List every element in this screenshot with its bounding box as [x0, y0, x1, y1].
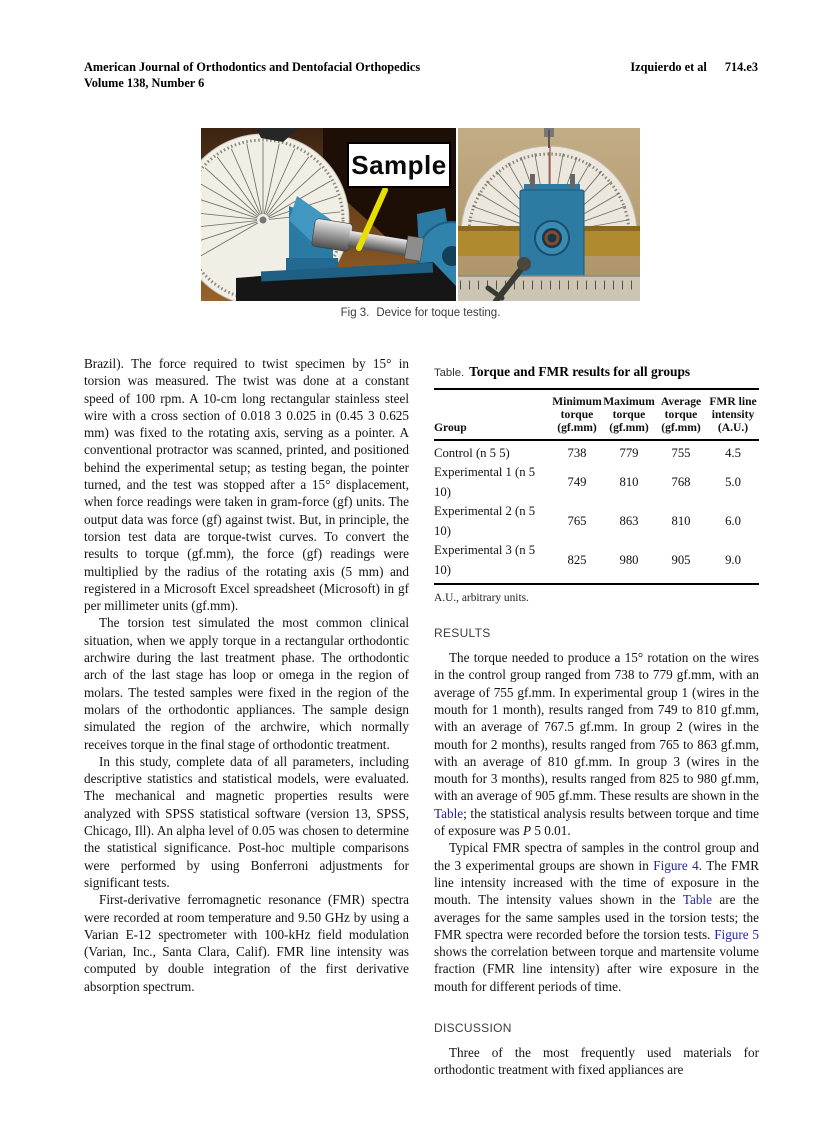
col-header-avg-torque: Average torque (gf.mm): [660, 395, 702, 435]
table-row: Experimental 1 (n 5 10) 749 810 768 5.0: [434, 465, 741, 499]
p-value-symbol: P: [523, 823, 532, 839]
discussion-heading: DISCUSSION: [434, 1021, 512, 1036]
paragraph-methods-3: In this study, complete data of all parameters, including descriptive statistics and statistical models, were evaluated. The mechanical and magnetic properties results were analyzed with SPSS statistical software (version 13, SPSS, Chicago, Ill). An alpha level of 0.05 was chosen to determine the statistical significance. Post-hoc multiple comparisons were performed by using Bonferroni adjustments for significant tests.: [84, 753, 409, 890]
left-column: [84, 355, 409, 1079]
table-row: Experimental 2 (n 5 10) 765 863 810 6.0: [434, 504, 741, 538]
text-run: are the averages for the same samples used in the torsion tests; the FMR spectra were recorded before the torsion tests.: [434, 892, 759, 942]
text-run: The torque needed to produce a 15° rotation on the wires in the control group ranged from 738 to 779 gf.mm, with an average of 755 gf.mm. In experimental group 1 (wires in the mouth for 1 month), results ranged from 749 to 810 gf.mm, with an average of 767.5 gf.mm. In group 2 (wires in the mouth for 2 months), results ranged from 765 to 863 gf.mm, with an average of 810 gf.mm. In group 3 (wires in the mouth for 3 months), results ranged from 825 to 980 gf.mm, with an average of 905 gf.mm. These results are shown in the: [434, 650, 759, 804]
paragraph-methods-2: The torsion test simulated the most common clinical situation, when we apply torque in a rectangular orthodontic archwire during the last treatment phase. The orthodontic arch of the last stage has loop or omega in the region of molars. The tested samples were fixed in the region of the molars of the orthodontic appliances. The sample design simulated the region of the archwire, which normally receives torque in the final stage of orthodontic treatment.: [84, 615, 409, 752]
running-head: [84, 60, 758, 91]
journal-title-block: [84, 60, 420, 91]
table-footnote: A.U., arbitrary units.: [434, 592, 529, 605]
text-run: Typical FMR spectra of samples in the control group and the 3 experimental groups are shown in: [434, 840, 759, 873]
discussion-paragraph-1: Three of the most frequently used materials for orthodontic treatment with fixed appliances are: [434, 1045, 759, 1078]
figure4-xref-link[interactable]: Figure 4: [653, 857, 699, 873]
torsion-device-photo-right: [458, 128, 640, 301]
protractor-device-illustration: [458, 128, 640, 301]
text-run: 5 0.01.: [531, 823, 571, 839]
right-column: [434, 355, 759, 1079]
torque-device-body: [514, 174, 590, 293]
page-number: 714.e3: [724, 60, 758, 74]
table-title: [434, 363, 759, 381]
table-title-text: Torque and FMR results for all groups: [469, 364, 691, 379]
text-run: shows the correlation between torque and martensite volume fraction (FMR line intensity) after wire exposure in the mouth for different periods of time.: [434, 944, 759, 994]
col-header-fmr-intensity: FMR line intensity (A.U.): [709, 395, 757, 435]
table-row: Control (n 5 5) 738 779 755 4.5: [434, 445, 741, 460]
results-paragraph-2: [434, 839, 759, 995]
torque-fmr-table: [434, 388, 759, 585]
col-header-min-torque: Minimum torque (gf.mm): [552, 395, 602, 435]
figure-3: [201, 128, 640, 301]
table-row: Experimental 3 (n 5 10) 825 980 905 9.0: [434, 543, 741, 577]
sample-callout-label: Sample: [347, 142, 451, 188]
author-page-block: [630, 60, 758, 91]
table-xref-link[interactable]: Table: [434, 805, 464, 821]
table-xref-link[interactable]: Table: [682, 892, 712, 908]
body-columns: [84, 355, 759, 1079]
journal-volume: Volume 138, Number 6: [84, 75, 205, 90]
col-header-max-torque: Maximum torque (gf.mm): [603, 395, 655, 435]
authors: Izquierdo et al: [630, 60, 707, 74]
results-heading: RESULTS: [434, 626, 491, 641]
figure-caption-label: Fig 3.: [340, 307, 370, 319]
figure-caption-text: Device for toque testing.: [376, 307, 501, 319]
torsion-device-photo-left: [201, 128, 456, 301]
results-table-block: [434, 363, 759, 604]
figure5-xref-link[interactable]: Figure 5: [714, 926, 759, 942]
text-run: . The FMR line intensity increased with the time of exposure in the mouth. The intensity values shown in the: [434, 857, 759, 908]
results-paragraph-1: [434, 649, 759, 839]
paragraph-methods-4: First-derivative ferromagnetic resonance (FMR) spectra were recorded at room temperature and 9.50 GHz by using a Varian E-12 spectrometer with 100-kHz field modulation (Varian, Inc., Santa Clara, Calif). FMR line intensity was computed by double integration of the first derivative absorption spectrum.: [84, 892, 409, 994]
text-run: ; the statistical analysis results between torque and time of exposure was: [434, 805, 759, 839]
table-title-label: Table.: [434, 367, 465, 379]
journal-title: American Journal of Orthodontics and Dentofacial Orthopedics: [84, 60, 421, 74]
col-header-group: Group: [434, 421, 467, 435]
table-header-row: [434, 389, 759, 440]
ruler: [458, 276, 640, 301]
figure-caption: [201, 307, 640, 319]
paragraph-methods-1: Brazil). The force required to twist specimen by 15° in torsion was measured. The twist was done at a constant speed of 100 rpm. A 10-cm long rectangular stainless steel wire with a cross section of 0.018 3 0.025 in (0.45 3 0.625 mm) was fixed to the rotating axis, serving as a pointer. A conventional protractor was scanned, printed, and positioned behind the experimental setup; as testing began, the pointer turned, and the test was stopped after a 15° displacement, when force readings were taken in gram-force (gf) units. The output data was force (gf) against twist. But, in principle, the torsion test data are torque-twist curves. To convert the results to torque (gf.mm), the force (gf) readings were multiplied by the radius of the rotating axis (5 mm) and registered in a Microsoft Excel spreadsheet (Microsoft) in gf per millimeter units (gf.mm).: [84, 356, 409, 614]
